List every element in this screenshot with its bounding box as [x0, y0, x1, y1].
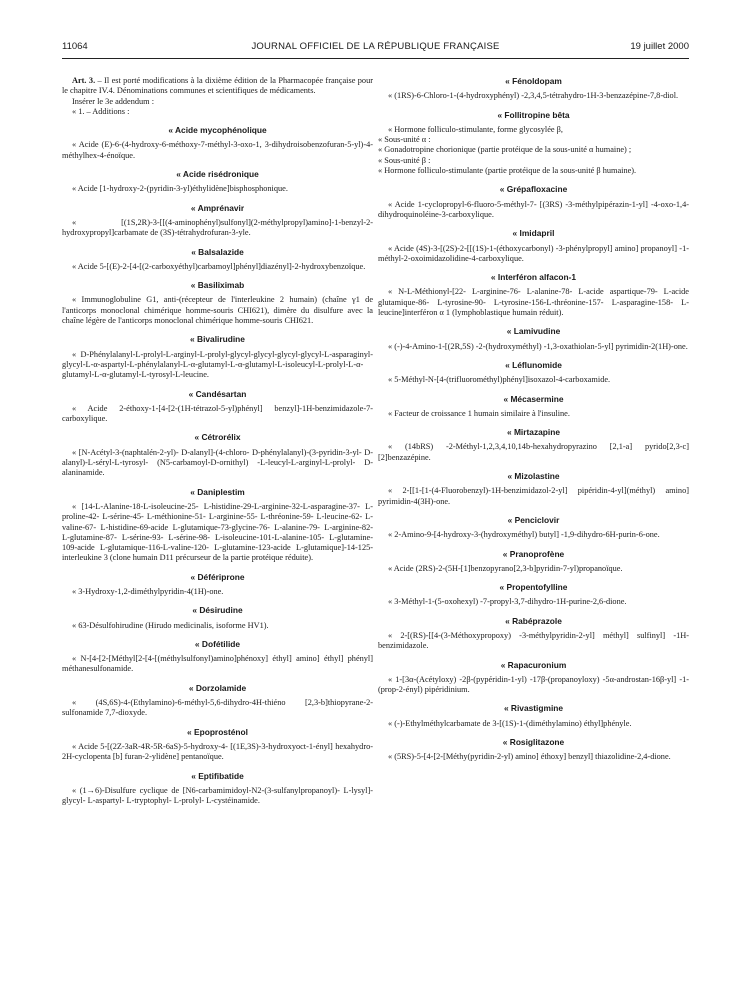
entry-description: « Acide (2RS)-2-(5H-[1]benzopyrano[2,3-b]pyridin-7-yl)propanoïque.	[388, 563, 623, 573]
dci-entry	[62, 432, 373, 478]
article-text: – Il est porté modifications à la dixième édition de la Pharmacopée française pour le chapitre IV.4. Dénominations communes et scientifiques de médicaments.	[62, 76, 373, 96]
entry-description: « [14-L-Alanine-18-L-isoleucine-25- L-histidine-29-L-arginine-32-L-asparagine-37- L-proline-42- L-sérine-45- L-méthionine-51- L-arginine-55- L-thréonine-59- L-leucine-62- L-valine-67- L-histidine-69-acide L-glutamique-73-glycine-76- L-alanine-79- L-arginine-82- L-glutamine-87- L-sérine-93- L-sérine-98- L-isoleucine-101-L-alanine-105- L-glutamine-109-acide L-glutamique-116-L-valine-120- L-glutamine-123-acide L-glutamique]-14-125-interleukine 3 (clone humain D11 précurseur de la partie protéique réduite).	[62, 501, 373, 563]
entry-description: « 3-Méthyl-1-(5-oxohexyl) -7-propyl-3,7-dihydro-1H-purine-2,6-dione.	[388, 597, 627, 607]
dci-entry	[378, 76, 689, 102]
entry-description: « (-)-4-Amino-1-[(2R,5S) -2-(hydroxyméthyl) -1,3-oxathiolan-5-yl] pyrimidin-2(1H)-one.	[388, 341, 688, 351]
article-intro	[62, 76, 373, 117]
entry-title: « Acide risédronique	[176, 169, 259, 180]
right-column	[378, 76, 689, 763]
entry-title: « Rabéprazole	[505, 615, 562, 626]
dci-entry	[62, 125, 373, 161]
entry-title: « Daniplestim	[190, 486, 245, 497]
entry-description: « Acide 5-[(E)-2-[4-[(2-carboxyéthyl)carbamoyl]phényl]diazényl]-2-hydroxybenzoïque.	[72, 261, 366, 271]
entry-title: « Grépafloxacine	[499, 184, 568, 195]
dci-entry	[62, 605, 373, 631]
header-rule	[62, 58, 689, 59]
dci-entry	[378, 360, 689, 386]
dci-entry	[62, 389, 373, 425]
entry-description: « (5RS)-5-[4-[2-[Méthy(pyridin-2-yl) amino] éthoxy] benzyl] thiazolidine-2,4-dione.	[388, 752, 671, 762]
entry-description: « Acide (4S)-3-[(2S)-2-[[(1S)-1-(éthoxycarbonyl) -3-phénylpropyl] amino] propanoyl] -1-méthyl-2-oxoimidazolidine-4-carboxylique.	[378, 243, 689, 263]
entry-title: « Amprénavir	[190, 202, 245, 213]
entry-title: « Rivastigmine	[503, 703, 564, 714]
page-header	[62, 41, 689, 57]
entry-description: « (1→6)-Disulfure cyclique de [N6-carbamimidoyl-N2-(3-sulfanylpropanoyl)- L-lysyl]-glycyl- L-aspartyl- L-tryptophyl- L-prolyl- L-cystéinamide.	[62, 785, 373, 806]
entry-description: « 5-Méthyl-N-[4-(trifluorométhyl)phényl]isoxazol-4-carboxamide.	[388, 375, 611, 385]
entry-description: « Acide 2-éthoxy-1-[4-[2-(1H-tétrazol-5-yl)phényl] benzyl]-1H-benzimidazole-7-carboxylique.	[62, 403, 373, 424]
entry-description: « Immunoglobuline G1, anti-(récepteur de l'interleukine 2 humain) (chaîne γ1 de l'anticorps monoclonal chimérique homme-souris CHI621), dimère du disulfure avec la chaîne légère de l'anticorps monoclonal chimérique homme-souris CHI621.	[62, 295, 373, 326]
issue-date: 19 juillet 2000	[630, 41, 689, 52]
entry-description: « (1RS)-6-Chloro-1-(4-hydroxyphényl) -2,3,4,5-tétrahydro-1H-3-benzazépine-7,8-diol.	[388, 91, 679, 101]
entry-title: « Epoprosténol	[187, 726, 248, 737]
dci-entry	[378, 326, 689, 352]
additions-line: « 1. – Additions :	[72, 106, 130, 116]
dci-entry	[62, 639, 373, 675]
entry-description: « 1-[3α-(Acétyloxy) -2β-(pypéridin-1-yl) -17β-(propanoyloxy) -5α-androstan-16β-yl] -1-(prop-2-ényl) pipéridinium.	[378, 674, 689, 695]
entry-title: « Mirtazapine	[506, 427, 561, 438]
dci-entry	[378, 471, 689, 507]
entry-description: « Acide (E)-6-(4-hydroxy-6-méthoxy-7-méthyl-3-oxo-1, 3-dihydroisobenzofuran-5-yl)-4-méthylhex-4-énoïque.	[62, 140, 373, 160]
right-entry-list	[378, 76, 689, 763]
entry-title: « Bivalirudine	[190, 334, 245, 345]
dci-entry	[378, 582, 689, 608]
entry-title: « Eptifibatide	[191, 770, 244, 781]
dci-entry	[378, 616, 689, 652]
article-label: Art. 3.	[72, 76, 96, 85]
entry-title: « Follitropine bêta	[497, 109, 570, 120]
entry-title: « Lamivudine	[506, 326, 561, 337]
article-paragraph	[62, 76, 373, 97]
entry-title: « Rapacuronium	[500, 659, 567, 670]
dci-entry	[378, 228, 689, 264]
left-entry-list	[62, 125, 373, 806]
entry-description: « 2-[[1-[1-(4-Fluorobenzyl)-1H-benzimidazol-2-yl] pipéridin-4-yl](méthyl) amino] pyrimidin-4(3H)-one.	[378, 486, 689, 506]
dci-entry	[378, 427, 689, 463]
entry-description: « [N-Acétyl-3-(naphtalén-2-yl)- D-alanyl]-(4-chloro- D-phénylalanyl)-(3-pyridin-3-yl- D-alanyl)-L-séryl-L-tyrosyl- (N5-carbamoyl-D-ornithyl) -L-leucyl-L-arginyl-L-prolyl- D-alaninamide.	[62, 447, 373, 478]
entry-description: « D-Phénylalanyl-L-prolyl-L-arginyl-L-prolyl-glycyl-glycyl-glycyl-glycyl-L-asparaginyl-glycyl-L-α-aspartyl-L-phénylalanyl-L-α-glutamyl-L-α-glutamyl-L-isoleucyl-L-prolyl-L-α-glutamyl-L-α-glutamyl-L-tyrosyl-L-leucine.	[62, 349, 373, 380]
entry-description: « (4S,6S)-4-(Ethylamino)-6-méthyl-5,6-dihydro-4H-thiéno [2,3-b]thiopyrane-2-sulfonamide 7,7-dioxyde.	[62, 698, 373, 718]
dci-entry	[378, 272, 689, 318]
dci-entry	[378, 184, 689, 220]
entry-description: « 63-Désulfohirudine (Hirudo medicinalis, isoforme HV1).	[72, 620, 269, 630]
dci-entry	[62, 247, 373, 273]
entry-title: « Pranoprofène	[502, 548, 565, 559]
entry-description: « Acide 1-cyclopropyl-6-fluoro-5-méthyl-7- [(3RS) -3-méthylpipérazin-1-yl] -4-oxo-1,4-dihydroquinoléine-3-carboxylique.	[378, 199, 689, 219]
dci-entry	[378, 110, 689, 177]
entry-title: « Rosiglitazone	[502, 737, 565, 748]
dci-entry	[378, 737, 689, 763]
dci-entry	[378, 515, 689, 541]
entry-title: « Désirudine	[192, 605, 243, 616]
dci-entry	[62, 683, 373, 719]
entry-description: « 3-Hydroxy-1,2-diméthylpyridin-4(1H)-one.	[72, 586, 224, 596]
entry-title: « Dofétilide	[194, 638, 241, 649]
entry-title: « Cétrorélix	[194, 432, 241, 443]
dci-entry	[62, 771, 373, 807]
entry-title: « Penciclovir	[507, 514, 560, 525]
left-column	[62, 76, 373, 806]
entry-title: « Fénoldopam	[505, 76, 562, 86]
entry-title: « Mécasermine	[503, 393, 564, 404]
entry-description: « [(1S,2R)-3-[[(4-aminophényl)sulfonyl](2-méthylpropyl)amino]-1-benzyl-2-hydroxypropyl]carbamate de (3S)-tétrahydrofuran-3-yle.	[62, 217, 373, 238]
dci-entry	[62, 572, 373, 598]
entry-description: « Facteur de croissance 1 humain similaire à l'insuline.	[388, 408, 570, 418]
dci-entry	[62, 203, 373, 239]
entry-title: « Défériprone	[190, 571, 245, 582]
dci-entry	[378, 703, 689, 729]
dci-entry	[378, 660, 689, 696]
dci-entry	[62, 334, 373, 380]
dci-entry	[62, 280, 373, 326]
page-number: 11064	[62, 41, 88, 52]
entry-description: « (-)-Ethylméthylcarbamate de 3-[(1S)-1-(diméthylamino) éthyl]phényle.	[388, 718, 632, 728]
entry-description: « Acide 5-[(2Z-3aR-4R-5R-6aS)-5-hydroxy-4- [(1E,3S)-3-hydroxyoct-1-ényl] hexahydro-2H-cyclopenta [b] furan-2-ylidène] pentanoïque.	[62, 741, 373, 762]
dci-entry	[62, 487, 373, 564]
dci-entry	[62, 727, 373, 763]
entry-description: « 2-[(RS)-[[4-(3-Méthoxypropoxy) -3-méthylpyridin-2-yl] méthyl] sulfinyl] -1H-benzimidazole.	[378, 630, 689, 651]
journal-title: JOURNAL OFFICIEL DE LA RÉPUBLIQUE FRANÇAISE	[251, 41, 500, 52]
entry-title: « Interféron alfacon-1	[490, 272, 577, 283]
dci-entry	[378, 549, 689, 575]
entry-description: « N-[4-[2-[Méthyl[2-[4-[(méthylsulfonyl)amino]phénoxy] éthyl] amino] éthyl] phényl] méthanesulfonamide.	[62, 654, 373, 674]
entry-description: « (14bRS) -2-Méthyl-1,2,3,4,10,14b-hexahydropyrazino [2,1-a] pyrido[2,3-c] [2]benzazépine.	[378, 442, 689, 462]
entry-title: « Propentofylline	[499, 582, 568, 593]
entry-description: « 2-Amino-9-[4-hydroxy-3-(hydroxyméthyl) butyl] -1,9-dihydro-6H-purin-6-one.	[388, 530, 660, 540]
entry-description: « Acide [1-hydroxy-2-(pyridin-3-yl)éthylidène]bisphosphonique.	[72, 184, 288, 194]
dci-entry	[62, 169, 373, 195]
entry-title: « Balsalazide	[191, 246, 244, 257]
entry-title: « Acide mycophénolique	[168, 125, 267, 136]
entry-title: « Léflunomide	[505, 359, 562, 370]
entry-title: « Mizolastine	[507, 471, 560, 482]
dci-entry	[378, 394, 689, 420]
addendum-line: Insérer le 3e addendum :	[72, 96, 155, 106]
entry-title: « Imidapril	[512, 228, 555, 239]
entry-title: « Basiliximab	[190, 280, 245, 291]
entry-description: « Hormone folliculo-stimulante, forme glycosylée β, « Sous-unité α : « Gonadotropine chorionique (partie protéique de la sous-unité α humaine) ; « Sous-unité β : « Hormone folliculo-stimulante (partie protéique de la sous-unité β humaine).	[378, 124, 637, 176]
entry-description: « N-L-Méthionyl-[22- L-arginine-76- L-alanine-78- L-acide aspartique-79- L-acide glutamique-86- L-tyrosine-90- L-tyrosine-156-L-thréonine-157- L-asparagine-158- L-leucine]interféron α 1 (lymphoblastique humain réduit).	[378, 287, 689, 318]
entry-title: « Dorzolamide	[188, 682, 247, 693]
entry-title: « Candésartan	[188, 388, 247, 399]
